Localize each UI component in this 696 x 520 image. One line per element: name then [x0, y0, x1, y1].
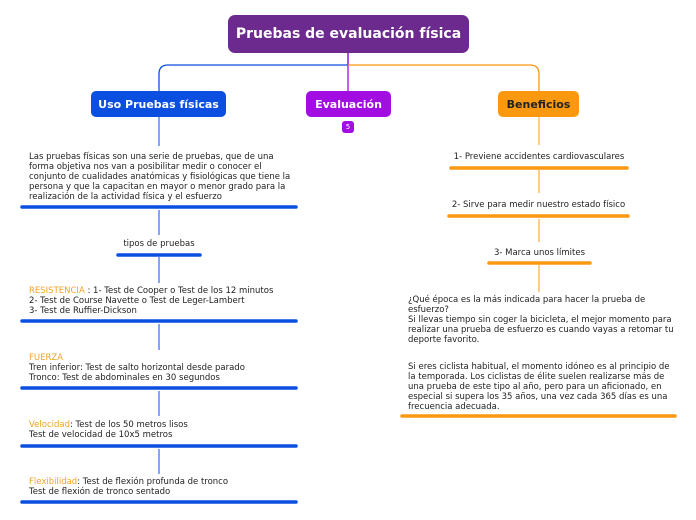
resistencia-line-2: 2- Test de Course Navette o Test de Leger-Lambert: [29, 296, 245, 306]
beneficio-item-3[interactable]: 3- Marca unos límites: [493, 248, 586, 258]
resistencia-line-1: [29, 286, 299, 296]
velocidad-text: : Test de los 50 metros lisos: [69, 420, 188, 430]
connector-root-uso: [159, 53, 348, 91]
branch-uso-pruebas[interactable]: Uso Pruebas físicas: [91, 91, 226, 117]
beneficio-item-1[interactable]: 1- Previene accidentes cardiovasculares: [453, 152, 625, 162]
resistencia-line-3: 3- Test de Ruffier-Dickson: [29, 306, 137, 316]
flexibilidad-label: Flexibilidad: [29, 477, 78, 487]
resistencia-topic[interactable]: [29, 286, 299, 316]
definition-line: persona y que la capacitan en mayor o menor grado para la: [29, 182, 286, 192]
detail-line: Si llevas tiempo sin coger la bicicleta, el mejor momento para: [408, 315, 672, 325]
flexibilidad-line-2: Test de flexión de tronco sentado: [29, 487, 171, 497]
detail-line: esfuerzo?: [408, 305, 449, 315]
velocidad-line-2: Test de velocidad de 10x5 metros: [29, 430, 173, 440]
resistencia-label: RESISTENCIA: [29, 286, 85, 296]
subtopic-count-badge[interactable]: 5: [342, 121, 354, 133]
velocidad-line-1: [29, 420, 299, 430]
velocidad-label: Velocidad: [29, 420, 70, 430]
detail-line: realizar una prueba de esfuerzo es cuando vayas a retomar tu: [408, 325, 674, 335]
fuerza-line-2: Tronco: Test de abdominales en 30 segundos: [29, 373, 220, 383]
detail-line: deporte favorito.: [408, 335, 480, 345]
connector-root-ben: [348, 65, 539, 91]
flexibilidad-text: : Test de flexión profunda de tronco: [77, 477, 229, 487]
detail-line: frecuencia adecuada.: [408, 402, 500, 412]
beneficio-item-2[interactable]: 2- Sirve para medir nuestro estado físico: [451, 200, 626, 210]
detail-line: una prueba de este tipo al año, pero para un aficionado, en: [408, 382, 662, 392]
velocidad-topic[interactable]: [29, 420, 299, 440]
definition-line: forma objetiva nos van a posibilitar medir o conocer el: [29, 162, 262, 172]
detail-line: ¿Qué época es la más indicada para hacer la prueba de: [408, 295, 646, 305]
detail-line: especial si supera los 35 años, una vez cada 365 días es una: [408, 392, 668, 402]
definition-line: conjunto de cualidades anatómicas y fisiológicas que tiene la: [29, 172, 291, 182]
beneficios-detail-topic[interactable]: [408, 295, 678, 412]
branch-evaluacion[interactable]: Evaluación: [306, 91, 391, 117]
flexibilidad-line-1: [29, 477, 299, 487]
fuerza-topic[interactable]: [29, 353, 299, 383]
branch-beneficios[interactable]: Beneficios: [498, 91, 579, 117]
fuerza-label: FUERZA: [29, 353, 64, 363]
resistencia-text: : 1- Test de Cooper o Test de los 12 minutos: [84, 286, 274, 296]
tipos-de-pruebas-topic[interactable]: tipos de pruebas: [123, 239, 195, 249]
detail-line: la temporada. Los ciclistas de élite suelen realizarse más de: [408, 372, 665, 382]
paragraph-spacer: [408, 345, 678, 362]
definition-topic[interactable]: [29, 152, 299, 202]
flexibilidad-topic[interactable]: [29, 477, 299, 497]
root-topic[interactable]: Pruebas de evaluación física: [228, 15, 469, 53]
definition-line: realización de la actividad física y el esfuerzo: [29, 192, 222, 202]
detail-line: Si eres ciclista habitual, el momento idóneo es al principio de: [408, 362, 670, 372]
definition-line: Las pruebas físicas son una serie de pruebas, que de una: [29, 152, 274, 162]
fuerza-line-1: Tren inferior: Test de salto horizontal desde parado: [29, 363, 245, 373]
